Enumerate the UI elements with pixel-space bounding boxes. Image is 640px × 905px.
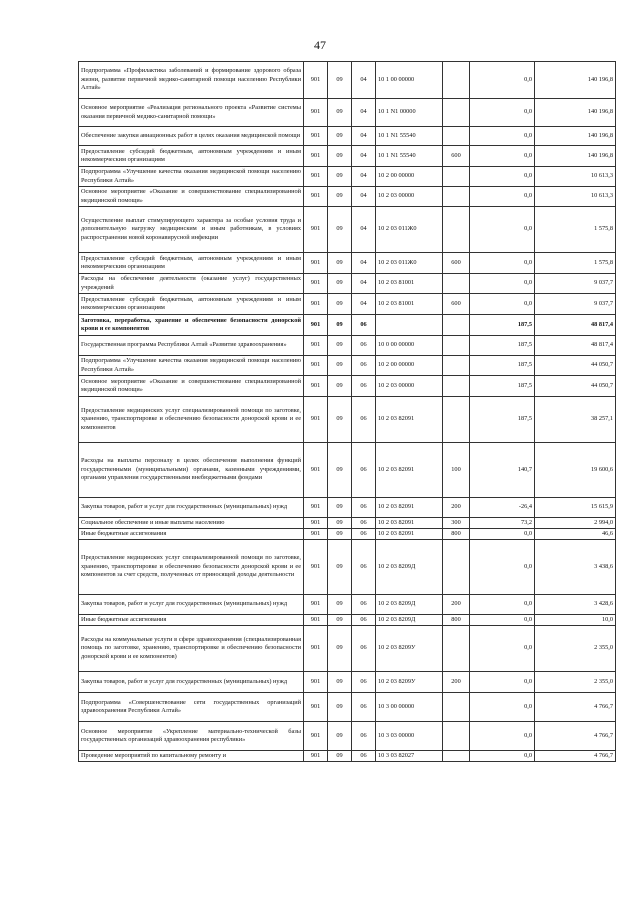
- subsection-code-cell: 06: [352, 315, 376, 336]
- row-name-cell: Социальное обеспечение и иные выплаты населению: [79, 518, 304, 529]
- table-row: [79, 498, 616, 518]
- amount-change-cell: 0,0: [470, 62, 535, 99]
- section-code-cell: 09: [328, 315, 352, 336]
- subsection-code-cell: 06: [352, 443, 376, 498]
- subsection-code-cell: 06: [352, 376, 376, 397]
- expense-type-cell: [443, 274, 470, 294]
- section-code-cell: 09: [328, 397, 352, 443]
- table-row: [79, 397, 616, 443]
- section-code-cell: 09: [328, 376, 352, 397]
- admin-code-cell: 901: [304, 99, 328, 127]
- amount-change-cell: 0,0: [470, 595, 535, 615]
- target-article-cell: 10 2 03 00000: [376, 187, 443, 207]
- section-code-cell: 09: [328, 294, 352, 315]
- amount-total-cell: 48 817,4: [535, 336, 616, 356]
- section-code-cell: 09: [328, 62, 352, 99]
- row-name-cell: Расходы на выплаты персоналу в целях обеспечения выполнения функций государственными (муниципальными) органами, казенными учреждениями, органами управления государственными внебюджетными фондами: [79, 443, 304, 498]
- amount-total-cell: 9 037,7: [535, 274, 616, 294]
- row-name-cell: Подпрограмма «Совершенствование сети государственных организаций здравоохранения Республики Алтай»: [79, 693, 304, 722]
- subsection-code-cell: 06: [352, 336, 376, 356]
- admin-code-cell: 901: [304, 518, 328, 529]
- amount-change-cell: 0,0: [470, 99, 535, 127]
- admin-code-cell: 901: [304, 397, 328, 443]
- table-row: [79, 274, 616, 294]
- amount-total-cell: 1 575,8: [535, 207, 616, 253]
- admin-code-cell: 901: [304, 253, 328, 274]
- amount-total-cell: 9 037,7: [535, 294, 616, 315]
- amount-total-cell: 46,6: [535, 529, 616, 540]
- admin-code-cell: 901: [304, 146, 328, 167]
- table-row: [79, 615, 616, 626]
- amount-total-cell: 2 355,0: [535, 672, 616, 693]
- target-article-cell: 10 1 N1 55540: [376, 146, 443, 167]
- subsection-code-cell: 06: [352, 672, 376, 693]
- row-name-cell: Закупка товаров, работ и услуг для государственных (муниципальных) нужд: [79, 595, 304, 615]
- row-name-cell: Осуществление выплат стимулирующего характера за особые условия труда и дополнительную нагрузку медицинским и иным работникам, в условиях распространения новой коронавирусной инфекции: [79, 207, 304, 253]
- amount-change-cell: 187,5: [470, 397, 535, 443]
- admin-code-cell: 901: [304, 376, 328, 397]
- target-article-cell: 10 2 03 8209Д: [376, 540, 443, 595]
- amount-change-cell: 73,2: [470, 518, 535, 529]
- amount-change-cell: 0,0: [470, 751, 535, 762]
- table-row: [79, 529, 616, 540]
- amount-total-cell: 1 575,8: [535, 253, 616, 274]
- expense-type-cell: 200: [443, 498, 470, 518]
- amount-change-cell: 187,5: [470, 376, 535, 397]
- table-row: [79, 722, 616, 751]
- target-article-cell: 10 2 03 81001: [376, 274, 443, 294]
- admin-code-cell: 901: [304, 540, 328, 595]
- subsection-code-cell: 04: [352, 146, 376, 167]
- admin-code-cell: 901: [304, 62, 328, 99]
- admin-code-cell: 901: [304, 595, 328, 615]
- amount-change-cell: 0,0: [470, 529, 535, 540]
- expense-type-cell: [443, 626, 470, 672]
- expense-type-cell: [443, 751, 470, 762]
- admin-code-cell: 901: [304, 127, 328, 146]
- admin-code-cell: 901: [304, 529, 328, 540]
- admin-code-cell: 901: [304, 336, 328, 356]
- target-article-cell: 10 2 00 00000: [376, 356, 443, 376]
- target-article-cell: 10 1 N1 55540: [376, 127, 443, 146]
- section-code-cell: 09: [328, 336, 352, 356]
- amount-total-cell: 4 766,7: [535, 751, 616, 762]
- table-row: [79, 751, 616, 762]
- section-code-cell: 09: [328, 99, 352, 127]
- amount-change-cell: 0,0: [470, 626, 535, 672]
- row-name-cell: Основное мероприятие «Оказание и совершенствование специализированной медицинской помощи»: [79, 187, 304, 207]
- amount-total-cell: 140 196,8: [535, 146, 616, 167]
- table-row: [79, 540, 616, 595]
- amount-change-cell: 187,5: [470, 336, 535, 356]
- target-article-cell: 10 2 03 8209У: [376, 672, 443, 693]
- amount-total-cell: 2 994,0: [535, 518, 616, 529]
- section-code-cell: 09: [328, 529, 352, 540]
- amount-total-cell: 2 355,0: [535, 626, 616, 672]
- amount-change-cell: 0,0: [470, 540, 535, 595]
- expense-type-cell: [443, 397, 470, 443]
- subsection-code-cell: 06: [352, 397, 376, 443]
- section-code-cell: 09: [328, 167, 352, 187]
- amount-total-cell: 140 196,8: [535, 127, 616, 146]
- target-article-cell: 10 2 03 81001: [376, 294, 443, 315]
- row-name-cell: Проведение мероприятий по капитальному ремонту и: [79, 751, 304, 762]
- subsection-code-cell: 06: [352, 518, 376, 529]
- table-row: [79, 336, 616, 356]
- row-name-cell: Подпрограмма «Улучшение качества оказания медицинской помощи населению Республики Алтай»: [79, 167, 304, 187]
- amount-change-cell: 0,0: [470, 127, 535, 146]
- amount-total-cell: 10 613,3: [535, 167, 616, 187]
- amount-total-cell: 10,0: [535, 615, 616, 626]
- table-row: [79, 672, 616, 693]
- subsection-code-cell: 06: [352, 615, 376, 626]
- row-name-cell: Подпрограмма «Профилактика заболеваний и формирование здорового образа жизни, развитие первичной медико-санитарной помощи населению Республики Алтай»: [79, 62, 304, 99]
- subsection-code-cell: 06: [352, 595, 376, 615]
- expense-type-cell: [443, 62, 470, 99]
- subsection-code-cell: 04: [352, 167, 376, 187]
- target-article-cell: 10 1 00 00000: [376, 62, 443, 99]
- expense-type-cell: 100: [443, 443, 470, 498]
- amount-total-cell: 3 438,6: [535, 540, 616, 595]
- amount-total-cell: 140 196,8: [535, 62, 616, 99]
- section-code-cell: 09: [328, 751, 352, 762]
- subsection-code-cell: 06: [352, 751, 376, 762]
- section-code-cell: 09: [328, 693, 352, 722]
- table-row: [79, 693, 616, 722]
- expense-type-cell: 200: [443, 595, 470, 615]
- expense-type-cell: [443, 99, 470, 127]
- target-article-cell: 10 2 00 00000: [376, 167, 443, 187]
- table-row: [79, 376, 616, 397]
- section-code-cell: 09: [328, 615, 352, 626]
- target-article-cell: 10 2 03 82091: [376, 443, 443, 498]
- subsection-code-cell: 04: [352, 62, 376, 99]
- amount-change-cell: 0,0: [470, 274, 535, 294]
- amount-change-cell: -26,4: [470, 498, 535, 518]
- amount-change-cell: 0,0: [470, 294, 535, 315]
- table-row: [79, 518, 616, 529]
- subsection-code-cell: 04: [352, 127, 376, 146]
- table-body: [79, 62, 616, 762]
- budget-table: [78, 61, 616, 762]
- table-row: [79, 253, 616, 274]
- subsection-code-cell: 04: [352, 99, 376, 127]
- expense-type-cell: [443, 167, 470, 187]
- subsection-code-cell: 06: [352, 356, 376, 376]
- amount-change-cell: 140,7: [470, 443, 535, 498]
- amount-change-cell: 0,0: [470, 167, 535, 187]
- row-name-cell: Основное мероприятие «Укрепление материально-технической базы государственных организаций здравоохранения республики»: [79, 722, 304, 751]
- target-article-cell: 10 1 N1 00000: [376, 99, 443, 127]
- admin-code-cell: 901: [304, 443, 328, 498]
- row-name-cell: Государственная программа Республики Алтай «Развитие здравоохранения»: [79, 336, 304, 356]
- section-code-cell: 09: [328, 274, 352, 294]
- amount-change-cell: 0,0: [470, 146, 535, 167]
- row-name-cell: Основное мероприятие «Реализация регионального проекта «Развитие системы оказания первичной медико-санитарной помощи»: [79, 99, 304, 127]
- target-article-cell: 10 2 03 011Ж0: [376, 207, 443, 253]
- amount-change-cell: 0,0: [470, 207, 535, 253]
- amount-change-cell: 0,0: [470, 615, 535, 626]
- row-name-cell: Предоставление медицинских услуг специализированной помощи по заготовке, хранению, транспортировке и обеспечению безопасности донорской крови и ее компонентов: [79, 397, 304, 443]
- amount-change-cell: 187,5: [470, 356, 535, 376]
- row-name-cell: Основное мероприятие «Оказание и совершенствование специализированной медицинской помощи»: [79, 376, 304, 397]
- section-code-cell: 09: [328, 595, 352, 615]
- subsection-code-cell: 04: [352, 207, 376, 253]
- target-article-cell: 10 2 03 8209У: [376, 626, 443, 672]
- amount-total-cell: 4 766,7: [535, 693, 616, 722]
- section-code-cell: 09: [328, 518, 352, 529]
- amount-change-cell: 187,5: [470, 315, 535, 336]
- subsection-code-cell: 04: [352, 294, 376, 315]
- amount-total-cell: 19 600,6: [535, 443, 616, 498]
- row-name-cell: Иные бюджетные ассигнования: [79, 615, 304, 626]
- row-name-cell: Заготовка, переработка, хранение и обеспечение безопасности донорской крови и ее компонентов: [79, 315, 304, 336]
- expense-type-cell: 200: [443, 672, 470, 693]
- row-name-cell: Предоставление медицинских услуг специализированной помощи по заготовке, хранению, транспортировке и обеспечению безопасности донорской крови и ее компонентов за счет средств, полученных от приносящей доходы деятельности: [79, 540, 304, 595]
- expense-type-cell: [443, 336, 470, 356]
- amount-total-cell: 140 196,8: [535, 99, 616, 127]
- table-row: [79, 356, 616, 376]
- admin-code-cell: 901: [304, 294, 328, 315]
- expense-type-cell: 600: [443, 294, 470, 315]
- table-row: [79, 167, 616, 187]
- admin-code-cell: 901: [304, 693, 328, 722]
- subsection-code-cell: 06: [352, 540, 376, 595]
- section-code-cell: 09: [328, 626, 352, 672]
- table-row: [79, 62, 616, 99]
- amount-total-cell: 44 050,7: [535, 356, 616, 376]
- table-row: [79, 294, 616, 315]
- target-article-cell: 10 2 03 82091: [376, 397, 443, 443]
- admin-code-cell: 901: [304, 672, 328, 693]
- table-row: [79, 207, 616, 253]
- row-name-cell: Расходы на коммунальные услуги в сфере здравоохранения (специализированная помощь по заготовке, хранению, транспортировке и обеспечению безопасности донорской крови и ее компонентов): [79, 626, 304, 672]
- target-article-cell: 10 3 03 00000: [376, 722, 443, 751]
- target-article-cell: 10 2 03 82091: [376, 518, 443, 529]
- expense-type-cell: [443, 187, 470, 207]
- expense-type-cell: [443, 127, 470, 146]
- section-code-cell: 09: [328, 722, 352, 751]
- table-row: [79, 99, 616, 127]
- expense-type-cell: [443, 376, 470, 397]
- expense-type-cell: [443, 722, 470, 751]
- row-name-cell: Предоставление субсидий бюджетным, автономным учреждениям и иным некоммерческим организациям: [79, 294, 304, 315]
- amount-total-cell: 10 613,3: [535, 187, 616, 207]
- target-article-cell: 10 2 03 82091: [376, 498, 443, 518]
- table-row: [79, 127, 616, 146]
- subsection-code-cell: 06: [352, 498, 376, 518]
- row-name-cell: Подпрограмма «Улучшение качества оказания медицинской помощи населению Республики Алтай»: [79, 356, 304, 376]
- section-code-cell: 09: [328, 127, 352, 146]
- table-row: [79, 626, 616, 672]
- section-code-cell: 09: [328, 540, 352, 595]
- target-article-cell: [376, 315, 443, 336]
- page-number: 47: [314, 38, 326, 52]
- amount-total-cell: 3 428,6: [535, 595, 616, 615]
- expense-type-cell: 600: [443, 253, 470, 274]
- table-row: [79, 443, 616, 498]
- target-article-cell: 10 2 03 011Ж0: [376, 253, 443, 274]
- table-row: [79, 315, 616, 336]
- subsection-code-cell: 06: [352, 722, 376, 751]
- admin-code-cell: 901: [304, 498, 328, 518]
- section-code-cell: 09: [328, 146, 352, 167]
- section-code-cell: 09: [328, 207, 352, 253]
- expense-type-cell: 800: [443, 615, 470, 626]
- table-row: [79, 187, 616, 207]
- section-code-cell: 09: [328, 672, 352, 693]
- target-article-cell: 10 3 00 00000: [376, 693, 443, 722]
- section-code-cell: 09: [328, 356, 352, 376]
- target-article-cell: 10 2 03 8209Д: [376, 595, 443, 615]
- amount-change-cell: 0,0: [470, 722, 535, 751]
- section-code-cell: 09: [328, 187, 352, 207]
- table-row: [79, 146, 616, 167]
- expense-type-cell: 800: [443, 529, 470, 540]
- amount-total-cell: 15 615,9: [535, 498, 616, 518]
- amount-change-cell: 0,0: [470, 187, 535, 207]
- row-name-cell: Обеспечение закупки авиационных работ в целях оказания медицинской помощи: [79, 127, 304, 146]
- target-article-cell: 10 0 00 00000: [376, 336, 443, 356]
- amount-total-cell: 48 817,4: [535, 315, 616, 336]
- expense-type-cell: [443, 315, 470, 336]
- expense-type-cell: [443, 356, 470, 376]
- admin-code-cell: 901: [304, 207, 328, 253]
- target-article-cell: 10 2 03 82091: [376, 529, 443, 540]
- admin-code-cell: 901: [304, 187, 328, 207]
- subsection-code-cell: 06: [352, 529, 376, 540]
- admin-code-cell: 901: [304, 274, 328, 294]
- row-name-cell: Закупка товаров, работ и услуг для государственных (муниципальных) нужд: [79, 672, 304, 693]
- admin-code-cell: 901: [304, 356, 328, 376]
- admin-code-cell: 901: [304, 722, 328, 751]
- amount-total-cell: 38 257,1: [535, 397, 616, 443]
- admin-code-cell: 901: [304, 751, 328, 762]
- expense-type-cell: 300: [443, 518, 470, 529]
- admin-code-cell: 901: [304, 615, 328, 626]
- amount-total-cell: 44 050,7: [535, 376, 616, 397]
- admin-code-cell: 901: [304, 626, 328, 672]
- target-article-cell: 10 2 03 8209Д: [376, 615, 443, 626]
- section-code-cell: 09: [328, 443, 352, 498]
- target-article-cell: 10 2 03 00000: [376, 376, 443, 397]
- table-row: [79, 595, 616, 615]
- amount-change-cell: 0,0: [470, 672, 535, 693]
- row-name-cell: Предоставление субсидий бюджетным, автономным учреждениям и иным некоммерческим организациям: [79, 146, 304, 167]
- subsection-code-cell: 04: [352, 274, 376, 294]
- admin-code-cell: 901: [304, 167, 328, 187]
- amount-total-cell: 4 766,7: [535, 722, 616, 751]
- row-name-cell: Расходы на обеспечение деятельности (оказание услуг) государственных учреждений: [79, 274, 304, 294]
- row-name-cell: Иные бюджетные ассигнования: [79, 529, 304, 540]
- expense-type-cell: [443, 540, 470, 595]
- section-code-cell: 09: [328, 253, 352, 274]
- amount-change-cell: 0,0: [470, 253, 535, 274]
- target-article-cell: 10 3 03 82027: [376, 751, 443, 762]
- expense-type-cell: [443, 693, 470, 722]
- row-name-cell: Закупка товаров, работ и услуг для государственных (муниципальных) нужд: [79, 498, 304, 518]
- amount-change-cell: 0,0: [470, 693, 535, 722]
- section-code-cell: 09: [328, 498, 352, 518]
- subsection-code-cell: 04: [352, 187, 376, 207]
- expense-type-cell: [443, 207, 470, 253]
- row-name-cell: Предоставление субсидий бюджетным, автономным учреждениям и иным некоммерческим организациям: [79, 253, 304, 274]
- subsection-code-cell: 04: [352, 253, 376, 274]
- expense-type-cell: 600: [443, 146, 470, 167]
- admin-code-cell: 901: [304, 315, 328, 336]
- subsection-code-cell: 06: [352, 626, 376, 672]
- subsection-code-cell: 06: [352, 693, 376, 722]
